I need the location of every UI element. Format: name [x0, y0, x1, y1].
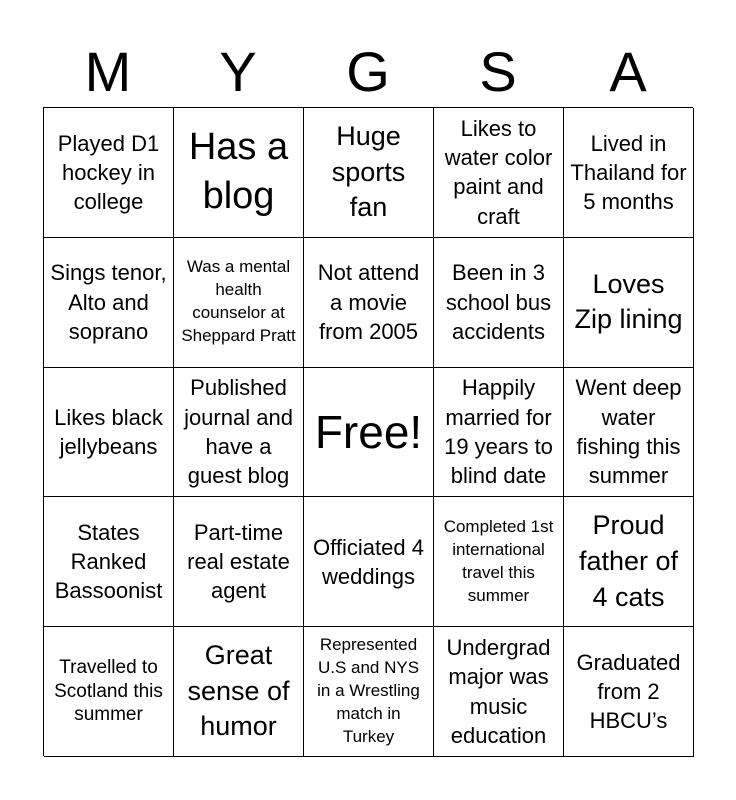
- bingo-cell-r4-c1[interactable]: States Ranked Bassoonist: [44, 497, 174, 627]
- bingo-cell-r3-c1[interactable]: Likes black jellybeans: [44, 368, 174, 498]
- bingo-cell-r5-c1[interactable]: Travelled to Scotland this summer: [44, 627, 174, 757]
- bingo-cell-r1-c3[interactable]: Huge sports fan: [304, 108, 434, 238]
- bingo-cell-r2-c2[interactable]: Was a mental health counselor at Sheppard Pratt: [174, 238, 304, 368]
- bingo-board: [43, 107, 693, 756]
- bingo-cell-r1-c1[interactable]: Played D1 hockey in college: [44, 108, 174, 238]
- header-letter-4: S: [479, 40, 517, 103]
- bingo-cell-r1-c5[interactable]: Lived in Thailand for 5 months: [564, 108, 694, 238]
- header-letter-2: Y: [219, 40, 257, 103]
- bingo-cell-r5-c4[interactable]: Undergrad major was music education: [434, 627, 564, 757]
- bingo-cell-r4-c5[interactable]: Proud father of 4 cats: [564, 497, 694, 627]
- bingo-cell-r1-c4[interactable]: Likes to water color paint and craft: [434, 108, 564, 238]
- free-space-cell[interactable]: Free!: [304, 368, 434, 498]
- bingo-cell-r2-c4[interactable]: Been in 3 school bus accidents: [434, 238, 564, 368]
- bingo-cell-r2-c1[interactable]: Sings tenor, Alto and soprano: [44, 238, 174, 368]
- bingo-cell-r5-c5[interactable]: Graduated from 2 HBCU’s: [564, 627, 694, 757]
- header-letter-3: G: [346, 40, 390, 103]
- bingo-cell-r5-c3[interactable]: Represented U.S and NYS in a Wrestling match in Turkey: [304, 627, 434, 757]
- bingo-cell-r2-c5[interactable]: Loves Zip lining: [564, 238, 694, 368]
- bingo-header: [43, 36, 693, 108]
- header-letter-1: M: [84, 40, 132, 103]
- bingo-cell-r3-c2[interactable]: Published journal and have a guest blog: [174, 368, 304, 498]
- bingo-cell-r5-c2[interactable]: Great sense of humor: [174, 627, 304, 757]
- header-letter-5: A: [609, 40, 647, 103]
- bingo-cell-r4-c3[interactable]: Officiated 4 weddings: [304, 497, 434, 627]
- bingo-cell-r3-c4[interactable]: Happily married for 19 years to blind date: [434, 368, 564, 498]
- bingo-cell-r4-c4[interactable]: Completed 1st international travel this summer: [434, 497, 564, 627]
- bingo-cell-r3-c5[interactable]: Went deep water fishing this summer: [564, 368, 694, 498]
- bingo-cell-r4-c2[interactable]: Part-time real estate agent: [174, 497, 304, 627]
- bingo-cell-r2-c3[interactable]: Not attend a movie from 2005: [304, 238, 434, 368]
- bingo-cell-r1-c2[interactable]: Has a blog: [174, 108, 304, 238]
